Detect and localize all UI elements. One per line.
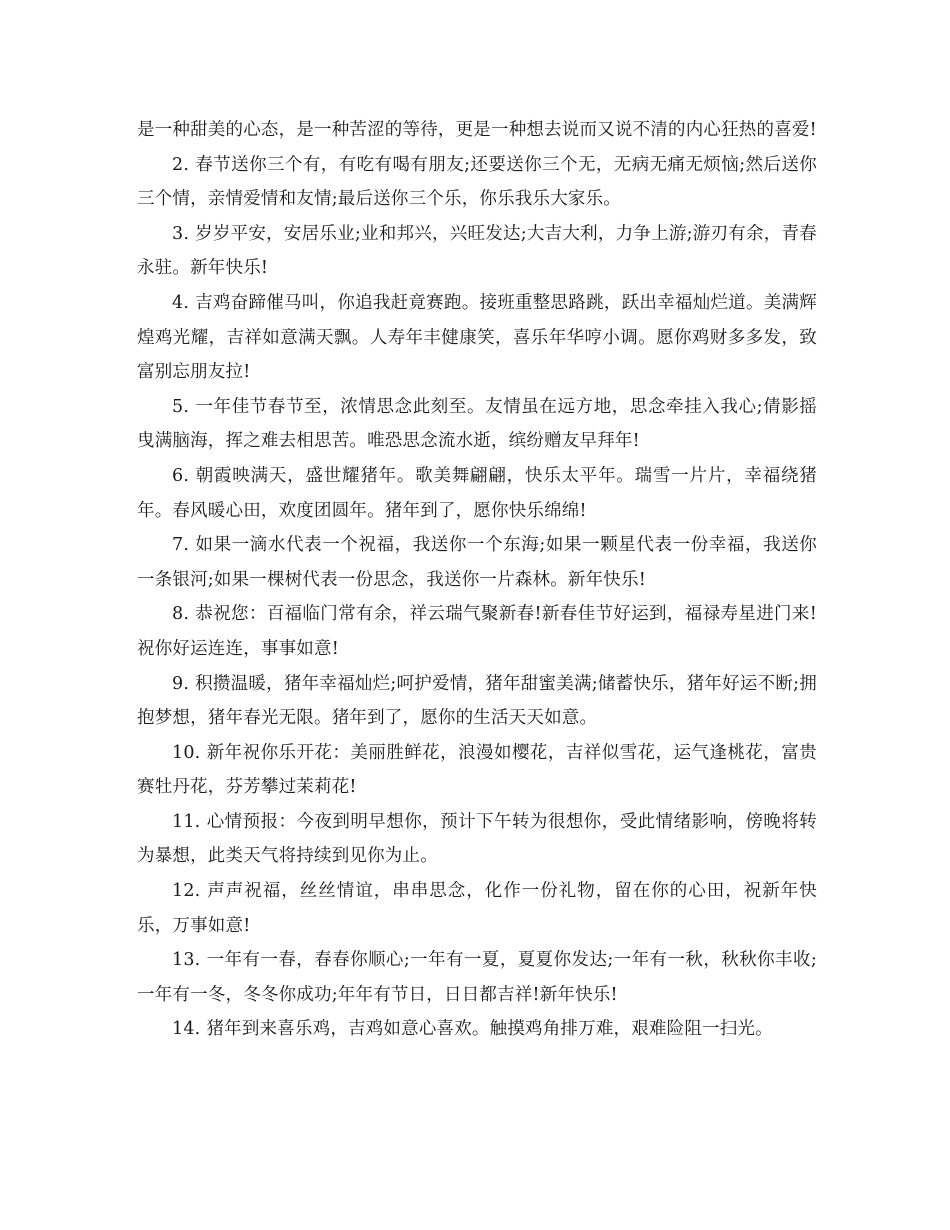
paragraph-11 — [137, 805, 817, 874]
paragraph-text: 吉鸡奋蹄催马叫，你追我赶竟赛跑。接班重整思路跳，跃出幸福灿烂道。美满辉煌鸡光耀，吉祥如意满天飘。人寿年丰健康笑，喜乐年华哼小调。愿你鸡财多多发，致富别忘朋友拉! — [137, 292, 817, 383]
paragraph-12 — [137, 874, 817, 943]
paragraph-text: 是一种甜美的心态，是一种苦涩的等待，更是一种想去说而又说不清的内心狂热的喜爱! — [137, 120, 817, 140]
document-body — [137, 113, 817, 1047]
paragraph-text: 恭祝您：百福临门常有余，祥云瑞气聚新春!新春佳节好运到，福禄寿星进门来!祝你好运连连，事事如意! — [137, 604, 817, 659]
paragraph-13 — [137, 943, 817, 1012]
paragraph-text: 猪年到来喜乐鸡，吉鸡如意心喜欢。触摸鸡角排万难，艰难险阻一扫光。 — [206, 1019, 773, 1040]
paragraph-number: 14. — [172, 1019, 201, 1040]
paragraph-9 — [137, 667, 817, 736]
paragraph-number: 4. — [172, 292, 190, 313]
paragraph-text: 声声祝福，丝丝情谊，串串思念，化作一份礼物，留在你的心田，祝新年快乐，万事如意! — [137, 881, 817, 936]
paragraph-text: 积攒温暖，猪年幸福灿烂;呵护爱情，猪年甜蜜美满;储蓄快乐，猪年好运不断;拥抱梦想，猪年春光无限。猪年到了，愿你的生活天天如意。 — [137, 673, 817, 729]
paragraph-5 — [137, 390, 817, 459]
paragraph-number: 13. — [172, 950, 201, 971]
paragraph-text: 一年有一春，春春你顺心;一年有一夏，夏夏你发达;一年有一秋，秋秋你丰收;一年有一冬，冬冬你成功;年年有节日，日日都吉祥!新年快乐! — [137, 950, 817, 1005]
paragraph-text: 春节送你三个有，有吃有喝有朋友;还要送你三个无，无病无痛无烦恼;然后送你三个情，亲情爱情和友情;最后送你三个乐，你乐我乐大家乐。 — [137, 154, 817, 210]
paragraph-number: 6. — [172, 465, 190, 486]
paragraph-number: 8. — [172, 604, 190, 625]
paragraph-number: 9. — [172, 673, 190, 694]
paragraph-number: 5. — [172, 396, 190, 417]
paragraph-continuation — [137, 113, 817, 148]
paragraph-8 — [137, 597, 817, 666]
paragraph-text: 岁岁平安，安居乐业;业和邦兴，兴旺发达;大吉大利，力争上游;游刃有余，青春永驻。新年快乐! — [137, 223, 817, 279]
paragraph-number: 7. — [172, 535, 190, 556]
paragraph-7 — [137, 528, 817, 597]
paragraph-2 — [137, 148, 817, 217]
paragraph-3 — [137, 217, 817, 286]
paragraph-6 — [137, 459, 817, 528]
paragraph-10 — [137, 736, 817, 805]
paragraph-text: 如果一滴水代表一个祝福，我送你一个东海;如果一颗星代表一份幸福，我送你一条银河;如果一棵树代表一份思念，我送你一片森林。新年快乐! — [137, 535, 817, 590]
paragraph-text: 一年佳节春节至，浓情思念此刻至。友情虽在远方地，思念牵挂入我心;倩影摇曳满脑海，挥之难去相思苦。唯恐思念流水逝，缤纷赠友早拜年! — [137, 396, 817, 452]
paragraph-number: 3. — [172, 223, 190, 244]
paragraph-text: 心情预报：今夜到明早想你，预计下午转为很想你，受此情绪影响，傍晚将转为暴想，此类天气将持续到见你为止。 — [137, 811, 817, 867]
paragraph-number: 10. — [172, 742, 201, 763]
paragraph-14 — [137, 1012, 817, 1047]
paragraph-number: 12. — [172, 881, 201, 902]
paragraph-text: 朝霞映满天，盛世耀猪年。歌美舞翩翩，快乐太平年。瑞雪一片片，幸福绕猪年。春风暖心田，欢度团圆年。猪年到了，愿你快乐绵绵! — [137, 465, 817, 521]
paragraph-number: 11. — [172, 811, 201, 832]
paragraph-number: 2. — [172, 154, 190, 175]
paragraph-4 — [137, 286, 817, 390]
paragraph-text: 新年祝你乐开花：美丽胜鲜花，浪漫如樱花，吉祥似雪花，运气逢桃花，富贵赛牡丹花，芬芳攀过茉莉花! — [137, 742, 817, 798]
